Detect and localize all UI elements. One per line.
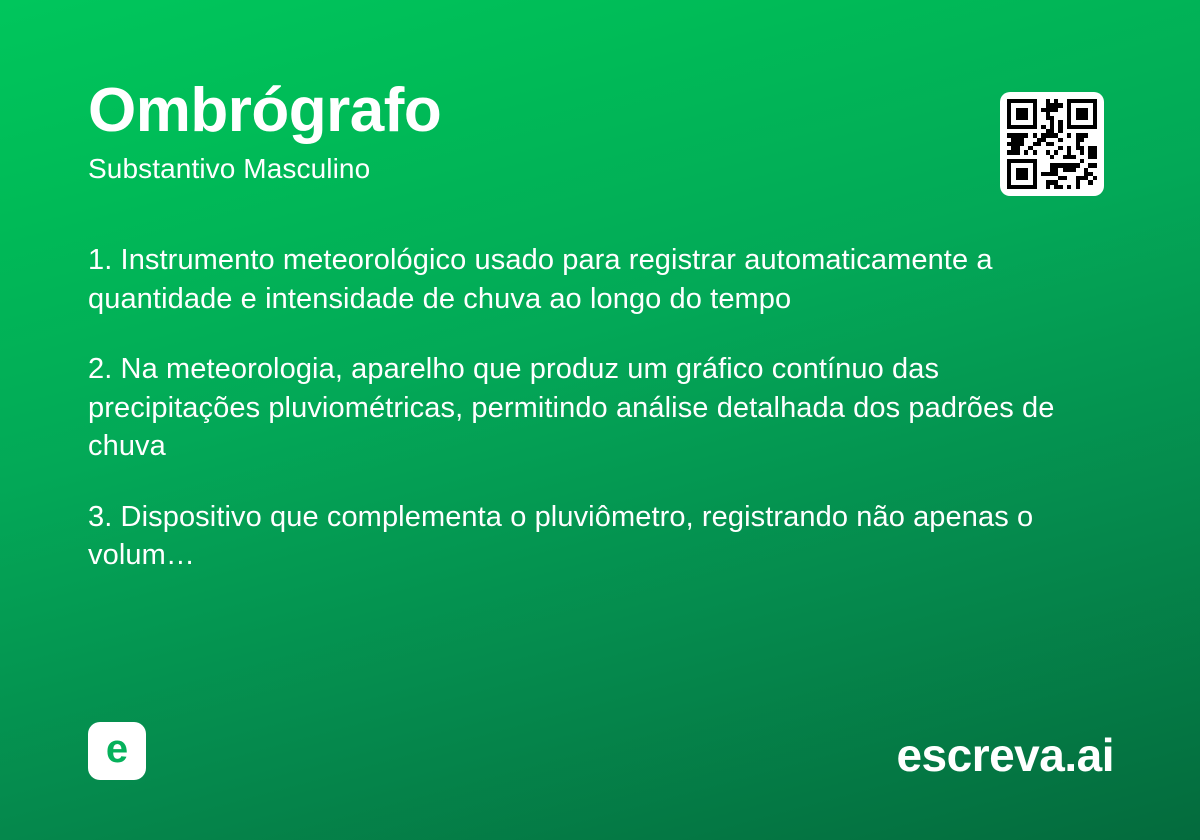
definition-item: 2. Na meteorologia, aparelho que produz um gráfico contínuo das precipitações pluviométricas, permitindo análise detalhada dos padrões de chuva: [88, 353, 1055, 463]
qr-code-pattern: [1007, 99, 1097, 189]
card-content: [88, 78, 1100, 575]
word-class-label: Substantivo Masculino: [88, 153, 371, 185]
definition-list: [88, 241, 1098, 575]
escreva-logo-icon: [88, 722, 146, 780]
page-title: Ombrógrafo: [88, 76, 442, 145]
definition-item: 1. Instrumento meteorológico usado para registrar automaticamente a quantidade e intensidade de chuva ao longo do tempo: [88, 244, 993, 315]
qr-code-icon[interactable]: [1000, 92, 1104, 196]
brand-wordmark: escreva.ai: [896, 729, 1114, 781]
logo-letter: e: [105, 727, 129, 771]
definition-item: 3. Dispositivo que complementa o pluviômetro, registrando não apenas o volum…: [88, 500, 1034, 572]
